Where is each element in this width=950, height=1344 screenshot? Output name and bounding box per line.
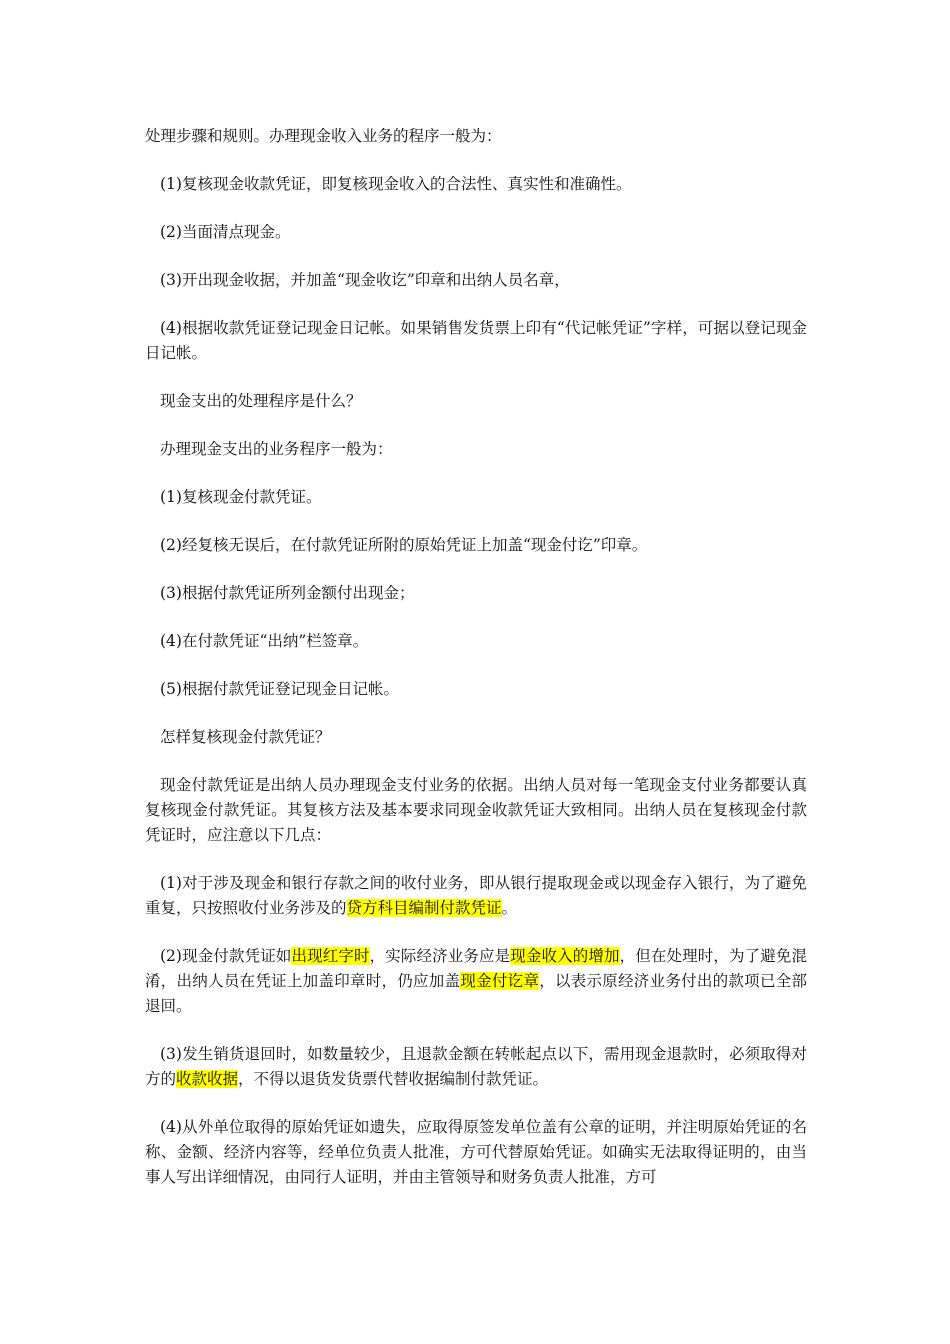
heading-expense-procedure: 现金支出的处理程序是什么？ xyxy=(160,392,362,410)
text-segment: ，实际经济业务应是 xyxy=(369,947,511,965)
paragraph-expense-step-1: (1)复核现金付款凭证。 xyxy=(160,488,322,506)
text-segment: ，但在处理时，为了避免混淆，出纳人员在凭证上加盖印章时，仍应加盖 xyxy=(145,947,807,990)
paragraph-income-step-3: (3)开出现金收据，并加盖“现金收讫”印章和出纳人员名章， xyxy=(160,271,570,289)
paragraph-expense-step-5: (5)根据付款凭证登记现金日记帐。 xyxy=(160,680,399,698)
paragraph-income-step-2: (2)当面清点现金。 xyxy=(160,223,291,241)
text-segment: (3)发生销货退回时，如数量较少，且退款金额在转帐起点以下，需用现金退款时，必须取得对方的 xyxy=(145,1045,807,1088)
heading-review-voucher: 怎样复核现金付款凭证？ xyxy=(160,728,331,746)
paragraph-intro: 处理步骤和规则。办理现金收入业务的程序一般为： xyxy=(145,127,502,145)
paragraph-review-point-1 xyxy=(145,871,807,921)
text-segment: 。 xyxy=(501,899,518,917)
paragraph-income-step-1: (1)复核现金收款凭证，即复核现金收入的合法性、真实性和准确性。 xyxy=(160,175,632,193)
paragraph-expense-step-3: (3)根据付款凭证所列金额付出现金； xyxy=(160,584,415,602)
paragraph-expense-step-2: (2)经复核无误后，在付款凭证所附的原始凭证上加盖“现金付讫”印章。 xyxy=(160,536,648,554)
paragraph-review-point-4: (4)从外单位取得的原始凭证如遗失，应取得原签发单位盖有公章的证明，并注明原始凭证的名称、金额、经济内容等，经单位负责人批准，方可代替原始凭证。如确实无法取得证明的，由当事人写出详细情况，由同行人证明，并由主管领导和财务负责人批准，方可 xyxy=(145,1118,807,1186)
paragraph-review-point-2 xyxy=(145,944,807,1019)
paragraph-income-step-4: (4)根据收款凭证登记现金日记帐。如果销售发货票上印有“代记帐凭证”字样，可据以登记现金日记帐。 xyxy=(145,319,807,362)
highlighted-text: 贷方科目编制付款凭证 xyxy=(346,899,502,917)
text-segment: ，不得以退货发货票代替收据编制付款凭证。 xyxy=(238,1070,549,1088)
text-segment: (1)对于涉及现金和银行存款之间的收付业务，即从银行提取现金或以现金存入银行，为了避免重复，只按照收付业务涉及的 xyxy=(145,874,807,917)
highlighted-text: 现金付讫章 xyxy=(460,972,540,990)
paragraph-expense-step-4: (4)在付款凭证“出纳”栏签章。 xyxy=(160,632,369,650)
document-page xyxy=(145,124,807,1213)
paragraph-review-point-3 xyxy=(145,1042,807,1092)
text-segment: ，以表示原经济业务付出的款项已全部退回。 xyxy=(145,972,807,1015)
text-segment: (2)现金付款凭证如 xyxy=(160,947,292,965)
paragraph-expense-intro: 办理现金支出的业务程序一般为： xyxy=(160,440,393,458)
highlighted-text: 收款收据 xyxy=(176,1070,239,1088)
paragraph-review-intro: 现金付款凭证是出纳人员办理现金支付业务的依据。出纳人员对每一笔现金支付业务都要认真复核现金付款凭证。其复核方法及基本要求同现金收款凭证大致相同。出纳人员在复核现金付款凭证时，应注意以下几点： xyxy=(145,776,807,844)
highlighted-text: 现金收入的增加 xyxy=(510,947,620,965)
highlighted-text: 出现红字时 xyxy=(291,947,370,965)
